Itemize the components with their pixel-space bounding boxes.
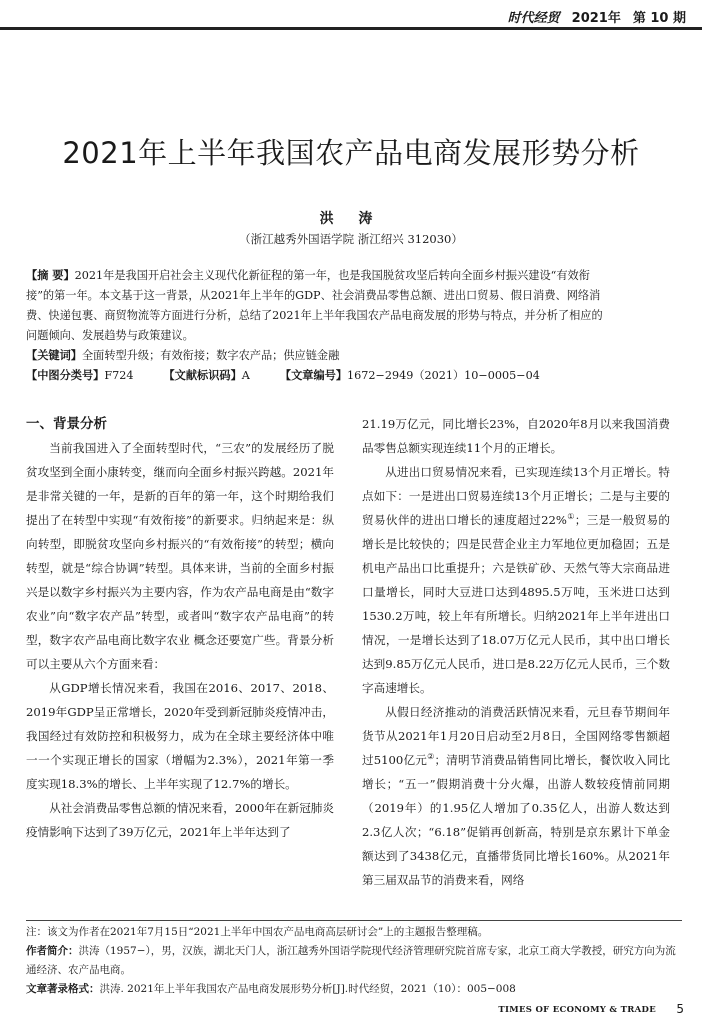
header-text — [496, 7, 686, 26]
body-paragraph: 当前我国进入了全面转型时代，“三农”的发展经历了脱贫攻坚到全面小康转变，继而向全面乡村振兴跨越。2021年是非常关键的一年，是新的百年的第一年，这个时期给我们提出了在转型中实现“有效衔接”的新要求。归纳起来是：纵向转型，即脱贫攻坚向乡村振兴的“有效衔接”的转型；横向转型，就是“综合协调”转型。具体来讲，当前的全面乡村振兴是以数字乡村振兴为主要内容，作为农产品电商是由“数字农业”向“数字农产品”转型，或者叫“数字农产品电商”的转型，数字农产品电商比数字农业 概念还要宽广些。背景分析可以主要从六个方面来看： — [26, 441, 334, 671]
body-paragraph — [362, 700, 670, 892]
holiday-text-b: ；清明节消费品销售同比增长，餐饮收入同比增长；“五一”假期消费十分火爆，出游人数较疫情前同期（2019年）的1.95亿人增加了0.35亿人，出游人数达到2.3亿人次；“6.18”促销再创新高，特别是京东累计下单金额达到了3438亿元，直播带货同比增长160%。从2021年第三届双品节的消费来看，网络 — [362, 753, 670, 887]
clc-tag: 【中图分类号】 — [26, 369, 105, 382]
left-column — [26, 412, 334, 844]
trade-text-b: ；三是一般贸易的增长是比较快的；四是民营企业主力军地位更加稳固；五是机电产品出口比重提升；六是铁矿砂、天然气等大宗商品进口量增长，同时大豆进口达到4895.5万吨，玉米进口达到1530.2万吨，较上年有所增长。归纳2021年上半年进出口情况，一是增长达到了18.07万亿元人民币，其中出口增长达到9.85万亿元人民币，进口是8.22万亿元人民币，三个数字高速增长。 — [362, 513, 670, 695]
header-journal: 时代经贸 — [507, 11, 560, 26]
abstract-line: 问题倾向、发展趋势与政策建议。 — [26, 329, 194, 342]
footnote-marker: ① — [566, 512, 575, 522]
body-paragraph: 从社会消费品零售总额的情况来看，2000年在新冠肺炎疫情影响下达到了39万亿元，2021年上半年达到了 — [26, 801, 334, 839]
abstract-tag: 【摘 要】 — [26, 269, 75, 282]
footnote-marker: ② — [427, 752, 435, 762]
section-heading: 一、背景分析 — [26, 416, 107, 432]
holiday-text-a: 从假日经济推动的消费活跃情况来看，元旦春节期间年货节从2021年1月20日启动至2月8日，全国网络零售额超过5100亿元 — [362, 705, 670, 767]
author-bio — [26, 942, 682, 980]
article-number-value: 1672−2949（2021）10−0005−04 — [347, 369, 540, 382]
abstract-line: 接”的第一年。本文基于这一背景，从2021年上半年的GDP、社会消费品零售总额、进出口贸易、假日消费、网络消 — [26, 289, 601, 302]
author-affiliation: （浙江越秀外国语学院 浙江绍兴 312030） — [239, 232, 463, 246]
footnote-rule — [26, 920, 682, 921]
footnotes-block — [26, 923, 682, 999]
author-bio-tag: 作者简介： — [26, 945, 79, 957]
right-column — [362, 412, 670, 892]
citation-tag: 文章著录格式： — [26, 983, 100, 995]
author-bio-text: 洪涛（1957−），男，汉族，湖北天门人，浙江越秀外国语学院现代经济管理研究院首席专家，北京工商大学教授，研究方向为流通经济、农产品电商。 — [26, 945, 676, 976]
doc-code-tag: 【文献标识码】 — [163, 369, 242, 382]
footnote-note: 注：该文为作者在2021年7月15日“2021上半年中国农产品电商高层研讨会”上的主题报告整理稿。 — [26, 926, 489, 938]
keywords-text: 全面转型升级；有效衔接；数字农产品；供应链金融 — [81, 349, 340, 362]
clc-value: F724 — [104, 369, 134, 382]
abstract-line — [26, 266, 682, 286]
keywords-line — [26, 346, 682, 366]
author-name: 洪 涛 — [319, 211, 383, 227]
trade-text-a: 从进出口贸易情况来看，已实现连续13个月正增长。特点如下：一是进出口贸易连续13个月正增长；二是与主要的贸易伙伴的进出口增长的速度超过22% — [362, 465, 670, 527]
citation — [26, 980, 682, 999]
page-footer — [0, 1002, 702, 1020]
body-paragraph: 21.19万亿元，同比增长23%，自2020年8月以来我国消费品零售总额实现连续11个月的正增长。 — [362, 417, 670, 455]
header-rule — [0, 27, 702, 30]
classification-line — [26, 366, 682, 386]
page-header — [0, 0, 702, 34]
abstract-block — [26, 266, 682, 386]
body-paragraph — [362, 460, 670, 700]
abstract-text: 2021年是我国开启社会主义现代化新征程的第一年，也是我国脱贫攻坚后转向全面乡村振兴建设“有效衔 — [74, 269, 590, 282]
keywords-tag: 【关键词】 — [26, 349, 82, 362]
header-issue: 第 10 期 — [632, 11, 686, 26]
body-paragraph: 从GDP增长情况来看，我国在2016、2017、2018、2019年GDP呈正常增长，2020年受到新冠肺炎疫情冲击，我国经过有效防控和积极努力，成为在全球主要经济体中唯一一个实现正增长的国家（增幅为2.3%），2021年第一季度实现18.3%的增长、上半年实现了12.7%的增长。 — [26, 681, 334, 791]
article-title: 2021年上半年我国农产品电商发展形势分析 — [62, 136, 640, 170]
header-year: 2021年 — [571, 11, 621, 26]
article-number-tag: 【文章编号】 — [279, 369, 348, 382]
page-number: 5 — [676, 1002, 684, 1016]
footer-journal: TIMES OF ECONOMY & TRADE — [498, 1005, 656, 1015]
citation-text: 洪涛. 2021年上半年我国农产品电商发展形势分析[J].时代经贸，2021（10）：005−008 — [99, 983, 516, 995]
doc-code-value: A — [241, 369, 250, 382]
abstract-line: 费、快递包裹、商贸物流等方面进行分析，总结了2021年上半年我国农产品电商发展的形势与特点，并分析了相应的 — [26, 309, 603, 322]
